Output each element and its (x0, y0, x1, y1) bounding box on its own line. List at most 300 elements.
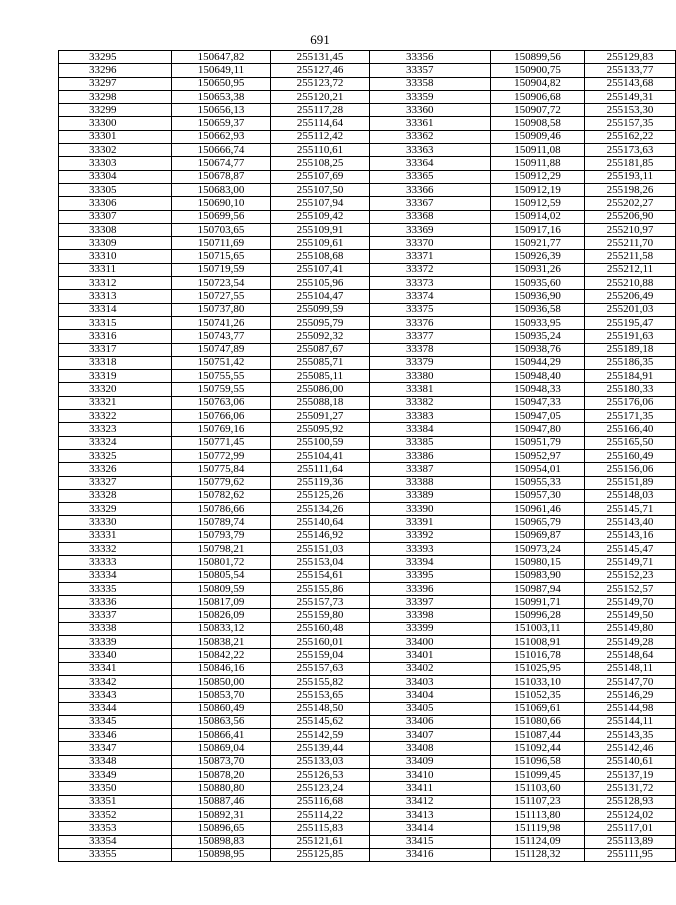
x-coordinate-cell: 150763,06 (172, 396, 271, 409)
table-row (59, 516, 676, 529)
point-number-cell: 33367 (370, 197, 491, 210)
x-coordinate-cell: 150878,20 (172, 769, 271, 782)
point-number-cell: 33373 (370, 277, 491, 290)
y-coordinate-cell: 255149,70 (585, 596, 676, 609)
x-coordinate-cell: 150947,80 (491, 423, 585, 436)
y-coordinate-cell: 255143,40 (585, 516, 676, 529)
y-coordinate-cell: 255086,00 (271, 383, 370, 396)
table-row (59, 104, 676, 117)
y-coordinate-cell: 255142,46 (585, 742, 676, 755)
x-coordinate-cell: 150715,65 (172, 250, 271, 263)
point-number-cell: 33371 (370, 250, 491, 263)
x-coordinate-cell: 150786,66 (172, 503, 271, 516)
x-coordinate-cell: 150723,54 (172, 277, 271, 290)
x-coordinate-cell: 150772,99 (172, 449, 271, 462)
point-number-cell: 33376 (370, 316, 491, 329)
y-coordinate-cell: 255191,63 (585, 330, 676, 343)
x-coordinate-cell: 150649,11 (172, 64, 271, 77)
y-coordinate-cell: 255113,89 (585, 835, 676, 848)
table-row (59, 556, 676, 569)
table-row (59, 64, 676, 77)
y-coordinate-cell: 255133,77 (585, 64, 676, 77)
y-coordinate-cell: 255155,82 (271, 675, 370, 688)
x-coordinate-cell: 150850,00 (172, 675, 271, 688)
table-row (59, 649, 676, 662)
point-number-cell: 33360 (370, 104, 491, 117)
y-coordinate-cell: 255148,50 (271, 702, 370, 715)
point-number-cell: 33343 (59, 689, 172, 702)
point-number-cell: 33321 (59, 396, 172, 409)
table-row (59, 529, 676, 542)
x-coordinate-cell: 151033,10 (491, 675, 585, 688)
x-coordinate-cell: 150917,16 (491, 223, 585, 236)
x-coordinate-cell: 150869,04 (172, 742, 271, 755)
table-row (59, 436, 676, 449)
y-coordinate-cell: 255160,49 (585, 449, 676, 462)
point-number-cell: 33345 (59, 715, 172, 728)
x-coordinate-cell: 150690,10 (172, 197, 271, 210)
point-number-cell: 33409 (370, 755, 491, 768)
y-coordinate-cell: 255131,72 (585, 782, 676, 795)
point-number-cell: 33358 (370, 77, 491, 90)
x-coordinate-cell: 151069,61 (491, 702, 585, 715)
point-number-cell: 33331 (59, 529, 172, 542)
point-number-cell: 33338 (59, 622, 172, 635)
point-number-cell: 33386 (370, 449, 491, 462)
point-number-cell: 33354 (59, 835, 172, 848)
table-row (59, 808, 676, 821)
x-coordinate-cell: 151096,58 (491, 755, 585, 768)
table-row (59, 144, 676, 157)
x-coordinate-cell: 151103,60 (491, 782, 585, 795)
y-coordinate-cell: 255128,93 (585, 795, 676, 808)
x-coordinate-cell: 150727,55 (172, 290, 271, 303)
x-coordinate-cell: 150912,59 (491, 197, 585, 210)
y-coordinate-cell: 255108,68 (271, 250, 370, 263)
y-coordinate-cell: 255148,11 (585, 662, 676, 675)
x-coordinate-cell: 150759,55 (172, 383, 271, 396)
x-coordinate-cell: 150896,65 (172, 822, 271, 835)
table-row (59, 662, 676, 675)
point-number-cell: 33301 (59, 130, 172, 143)
point-number-cell: 33335 (59, 582, 172, 595)
table-row (59, 383, 676, 396)
point-number-cell: 33362 (370, 130, 491, 143)
x-coordinate-cell: 150892,31 (172, 808, 271, 821)
y-coordinate-cell: 255145,71 (585, 503, 676, 516)
point-number-cell: 33337 (59, 609, 172, 622)
table-row (59, 715, 676, 728)
point-number-cell: 33405 (370, 702, 491, 715)
table-row (59, 183, 676, 196)
y-coordinate-cell: 255112,42 (271, 130, 370, 143)
table-row (59, 157, 676, 170)
point-number-cell: 33401 (370, 649, 491, 662)
point-number-cell: 33356 (370, 51, 491, 64)
point-number-cell: 33382 (370, 396, 491, 409)
x-coordinate-cell: 150789,74 (172, 516, 271, 529)
x-coordinate-cell: 150699,56 (172, 210, 271, 223)
x-coordinate-cell: 150751,42 (172, 356, 271, 369)
y-coordinate-cell: 255181,85 (585, 157, 676, 170)
point-number-cell: 33316 (59, 330, 172, 343)
point-number-cell: 33295 (59, 51, 172, 64)
y-coordinate-cell: 255212,11 (585, 263, 676, 276)
y-coordinate-cell: 255154,61 (271, 569, 370, 582)
x-coordinate-cell: 150653,38 (172, 90, 271, 103)
y-coordinate-cell: 255115,83 (271, 822, 370, 835)
point-number-cell: 33350 (59, 782, 172, 795)
point-number-cell: 33406 (370, 715, 491, 728)
point-number-cell: 33313 (59, 290, 172, 303)
y-coordinate-cell: 255107,69 (271, 170, 370, 183)
x-coordinate-cell: 151087,44 (491, 729, 585, 742)
y-coordinate-cell: 255143,35 (585, 729, 676, 742)
table-row (59, 410, 676, 423)
table-row (59, 609, 676, 622)
table-row (59, 77, 676, 90)
y-coordinate-cell: 255149,71 (585, 556, 676, 569)
y-coordinate-cell: 255105,96 (271, 277, 370, 290)
table-row (59, 795, 676, 808)
y-coordinate-cell: 255211,58 (585, 250, 676, 263)
y-coordinate-cell: 255095,92 (271, 423, 370, 436)
point-number-cell: 33325 (59, 449, 172, 462)
point-number-cell: 33391 (370, 516, 491, 529)
x-coordinate-cell: 150952,97 (491, 449, 585, 462)
x-coordinate-cell: 150683,00 (172, 183, 271, 196)
y-coordinate-cell: 255111,64 (271, 463, 370, 476)
point-number-cell: 33393 (370, 542, 491, 555)
point-number-cell: 33351 (59, 795, 172, 808)
x-coordinate-cell: 150769,16 (172, 423, 271, 436)
x-coordinate-cell: 150911,88 (491, 157, 585, 170)
y-coordinate-cell: 255148,64 (585, 649, 676, 662)
point-number-cell: 33379 (370, 356, 491, 369)
x-coordinate-cell: 150965,79 (491, 516, 585, 529)
y-coordinate-cell: 255165,50 (585, 436, 676, 449)
y-coordinate-cell: 255109,42 (271, 210, 370, 223)
x-coordinate-cell: 150747,89 (172, 343, 271, 356)
point-number-cell: 33314 (59, 303, 172, 316)
point-number-cell: 33364 (370, 157, 491, 170)
x-coordinate-cell: 150933,95 (491, 316, 585, 329)
y-coordinate-cell: 255145,47 (585, 542, 676, 555)
x-coordinate-cell: 150911,08 (491, 144, 585, 157)
point-number-cell: 33297 (59, 77, 172, 90)
table-row (59, 822, 676, 835)
x-coordinate-cell: 150899,56 (491, 51, 585, 64)
point-number-cell: 33372 (370, 263, 491, 276)
table-row (59, 582, 676, 595)
point-number-cell: 33330 (59, 516, 172, 529)
x-coordinate-cell: 151025,95 (491, 662, 585, 675)
point-number-cell: 33357 (370, 64, 491, 77)
y-coordinate-cell: 255148,03 (585, 489, 676, 502)
point-number-cell: 33389 (370, 489, 491, 502)
x-coordinate-cell: 150674,77 (172, 157, 271, 170)
x-coordinate-cell: 150647,82 (172, 51, 271, 64)
y-coordinate-cell: 255140,61 (585, 755, 676, 768)
point-number-cell: 33342 (59, 675, 172, 688)
x-coordinate-cell: 150961,46 (491, 503, 585, 516)
x-coordinate-cell: 150741,26 (172, 316, 271, 329)
table-row (59, 503, 676, 516)
point-number-cell: 33304 (59, 170, 172, 183)
x-coordinate-cell: 151107,23 (491, 795, 585, 808)
y-coordinate-cell: 255121,61 (271, 835, 370, 848)
y-coordinate-cell: 255117,28 (271, 104, 370, 117)
table-row (59, 742, 676, 755)
y-coordinate-cell: 255189,18 (585, 343, 676, 356)
point-number-cell: 33317 (59, 343, 172, 356)
point-number-cell: 33363 (370, 144, 491, 157)
y-coordinate-cell: 255157,35 (585, 117, 676, 130)
point-number-cell: 33365 (370, 170, 491, 183)
point-number-cell: 33306 (59, 197, 172, 210)
x-coordinate-cell: 150944,29 (491, 356, 585, 369)
y-coordinate-cell: 255137,19 (585, 769, 676, 782)
x-coordinate-cell: 150954,01 (491, 463, 585, 476)
table-row (59, 51, 676, 64)
y-coordinate-cell: 255147,70 (585, 675, 676, 688)
point-number-cell: 33380 (370, 370, 491, 383)
point-number-cell: 33309 (59, 237, 172, 250)
point-number-cell: 33414 (370, 822, 491, 835)
x-coordinate-cell: 150798,21 (172, 542, 271, 555)
y-coordinate-cell: 255186,35 (585, 356, 676, 369)
x-coordinate-cell: 150955,33 (491, 476, 585, 489)
y-coordinate-cell: 255160,48 (271, 622, 370, 635)
y-coordinate-cell: 255116,68 (271, 795, 370, 808)
y-coordinate-cell: 255142,59 (271, 729, 370, 742)
x-coordinate-cell: 150907,72 (491, 104, 585, 117)
point-number-cell: 33396 (370, 582, 491, 595)
point-number-cell: 33312 (59, 277, 172, 290)
point-number-cell: 33398 (370, 609, 491, 622)
y-coordinate-cell: 255125,26 (271, 489, 370, 502)
y-coordinate-cell: 255152,57 (585, 582, 676, 595)
point-number-cell: 33369 (370, 223, 491, 236)
y-coordinate-cell: 255144,11 (585, 715, 676, 728)
x-coordinate-cell: 150838,21 (172, 636, 271, 649)
x-coordinate-cell: 150719,59 (172, 263, 271, 276)
y-coordinate-cell: 255159,04 (271, 649, 370, 662)
table-row (59, 675, 676, 688)
x-coordinate-cell: 150948,33 (491, 383, 585, 396)
x-coordinate-cell: 150866,41 (172, 729, 271, 742)
point-number-cell: 33299 (59, 104, 172, 117)
x-coordinate-cell: 150931,26 (491, 263, 585, 276)
point-number-cell: 33332 (59, 542, 172, 555)
x-coordinate-cell: 150947,33 (491, 396, 585, 409)
x-coordinate-cell: 150914,02 (491, 210, 585, 223)
y-coordinate-cell: 255100,59 (271, 436, 370, 449)
y-coordinate-cell: 255125,85 (271, 848, 370, 861)
x-coordinate-cell: 150936,58 (491, 303, 585, 316)
point-number-cell: 33397 (370, 596, 491, 609)
table-row (59, 130, 676, 143)
point-number-cell: 33346 (59, 729, 172, 742)
point-number-cell: 33311 (59, 263, 172, 276)
point-number-cell: 33318 (59, 356, 172, 369)
x-coordinate-cell: 150826,09 (172, 609, 271, 622)
x-coordinate-cell: 150938,76 (491, 343, 585, 356)
x-coordinate-cell: 150737,80 (172, 303, 271, 316)
x-coordinate-cell: 150755,55 (172, 370, 271, 383)
x-coordinate-cell: 150766,06 (172, 410, 271, 423)
point-number-cell: 33296 (59, 64, 172, 77)
point-number-cell: 33355 (59, 848, 172, 861)
point-number-cell: 33323 (59, 423, 172, 436)
x-coordinate-cell: 150860,49 (172, 702, 271, 715)
y-coordinate-cell: 255151,03 (271, 542, 370, 555)
point-number-cell: 33403 (370, 675, 491, 688)
table-row (59, 250, 676, 263)
x-coordinate-cell: 151016,78 (491, 649, 585, 662)
x-coordinate-cell: 150809,59 (172, 582, 271, 595)
y-coordinate-cell: 255109,91 (271, 223, 370, 236)
y-coordinate-cell: 255211,70 (585, 237, 676, 250)
y-coordinate-cell: 255210,97 (585, 223, 676, 236)
point-number-cell: 33395 (370, 569, 491, 582)
table-row (59, 782, 676, 795)
table-row (59, 223, 676, 236)
table-row (59, 170, 676, 183)
table-row (59, 343, 676, 356)
x-coordinate-cell: 150983,90 (491, 569, 585, 582)
table-row (59, 636, 676, 649)
y-coordinate-cell: 255180,33 (585, 383, 676, 396)
table-row (59, 835, 676, 848)
x-coordinate-cell: 150996,28 (491, 609, 585, 622)
table-row (59, 463, 676, 476)
y-coordinate-cell: 255159,80 (271, 609, 370, 622)
point-number-cell: 33370 (370, 237, 491, 250)
y-coordinate-cell: 255131,45 (271, 51, 370, 64)
table-row (59, 370, 676, 383)
x-coordinate-cell: 150805,54 (172, 569, 271, 582)
point-number-cell: 33336 (59, 596, 172, 609)
x-coordinate-cell: 150863,56 (172, 715, 271, 728)
point-number-cell: 33303 (59, 157, 172, 170)
y-coordinate-cell: 255206,49 (585, 290, 676, 303)
y-coordinate-cell: 255144,98 (585, 702, 676, 715)
x-coordinate-cell: 150909,46 (491, 130, 585, 143)
point-number-cell: 33361 (370, 117, 491, 130)
point-number-cell: 33322 (59, 410, 172, 423)
y-coordinate-cell: 255149,80 (585, 622, 676, 635)
point-number-cell: 33383 (370, 410, 491, 423)
point-number-cell: 33327 (59, 476, 172, 489)
y-coordinate-cell: 255104,41 (271, 449, 370, 462)
table-row (59, 423, 676, 436)
point-number-cell: 33400 (370, 636, 491, 649)
x-coordinate-cell: 150817,09 (172, 596, 271, 609)
x-coordinate-cell: 150887,46 (172, 795, 271, 808)
point-number-cell: 33387 (370, 463, 491, 476)
x-coordinate-cell: 151119,98 (491, 822, 585, 835)
x-coordinate-cell: 150921,77 (491, 237, 585, 250)
y-coordinate-cell: 255151,89 (585, 476, 676, 489)
y-coordinate-cell: 255134,26 (271, 503, 370, 516)
point-number-cell: 33408 (370, 742, 491, 755)
y-coordinate-cell: 255107,50 (271, 183, 370, 196)
point-number-cell: 33381 (370, 383, 491, 396)
point-number-cell: 33320 (59, 383, 172, 396)
y-coordinate-cell: 255133,03 (271, 755, 370, 768)
table-row (59, 449, 676, 462)
point-number-cell: 33333 (59, 556, 172, 569)
table-row (59, 90, 676, 103)
y-coordinate-cell: 255162,22 (585, 130, 676, 143)
page-number: 691 (310, 32, 330, 47)
x-coordinate-cell: 150842,22 (172, 649, 271, 662)
x-coordinate-cell: 150926,39 (491, 250, 585, 263)
x-coordinate-cell: 150656,13 (172, 104, 271, 117)
x-coordinate-cell: 151113,80 (491, 808, 585, 821)
x-coordinate-cell: 150908,58 (491, 117, 585, 130)
y-coordinate-cell: 255146,29 (585, 689, 676, 702)
x-coordinate-cell: 151080,66 (491, 715, 585, 728)
y-coordinate-cell: 255146,92 (271, 529, 370, 542)
y-coordinate-cell: 255195,47 (585, 316, 676, 329)
table-row (59, 277, 676, 290)
y-coordinate-cell: 255127,46 (271, 64, 370, 77)
x-coordinate-cell: 150711,69 (172, 237, 271, 250)
point-number-cell: 33307 (59, 210, 172, 223)
point-number-cell: 33385 (370, 436, 491, 449)
y-coordinate-cell: 255210,88 (585, 277, 676, 290)
y-coordinate-cell: 255145,62 (271, 715, 370, 728)
point-number-cell: 33413 (370, 808, 491, 821)
y-coordinate-cell: 255171,35 (585, 410, 676, 423)
y-coordinate-cell: 255123,72 (271, 77, 370, 90)
x-coordinate-cell: 150969,87 (491, 529, 585, 542)
coordinates-table (58, 50, 676, 862)
y-coordinate-cell: 255206,90 (585, 210, 676, 223)
point-number-cell: 33344 (59, 702, 172, 715)
y-coordinate-cell: 255155,86 (271, 582, 370, 595)
y-coordinate-cell: 255139,44 (271, 742, 370, 755)
point-number-cell: 33310 (59, 250, 172, 263)
y-coordinate-cell: 255143,16 (585, 529, 676, 542)
y-coordinate-cell: 255153,30 (585, 104, 676, 117)
point-number-cell: 33341 (59, 662, 172, 675)
x-coordinate-cell: 150935,60 (491, 277, 585, 290)
point-number-cell: 33378 (370, 343, 491, 356)
y-coordinate-cell: 255193,11 (585, 170, 676, 183)
x-coordinate-cell: 150793,79 (172, 529, 271, 542)
point-number-cell: 33407 (370, 729, 491, 742)
table-row (59, 263, 676, 276)
y-coordinate-cell: 255166,40 (585, 423, 676, 436)
y-coordinate-cell: 255156,06 (585, 463, 676, 476)
table-row (59, 622, 676, 635)
y-coordinate-cell: 255085,11 (271, 370, 370, 383)
y-coordinate-cell: 255152,23 (585, 569, 676, 582)
point-number-cell: 33302 (59, 144, 172, 157)
table-row (59, 396, 676, 409)
y-coordinate-cell: 255143,68 (585, 77, 676, 90)
x-coordinate-cell: 150853,70 (172, 689, 271, 702)
x-coordinate-cell: 150947,05 (491, 410, 585, 423)
table-row (59, 237, 676, 250)
y-coordinate-cell: 255129,83 (585, 51, 676, 64)
y-coordinate-cell: 255184,91 (585, 370, 676, 383)
table-row (59, 689, 676, 702)
table-row (59, 569, 676, 582)
